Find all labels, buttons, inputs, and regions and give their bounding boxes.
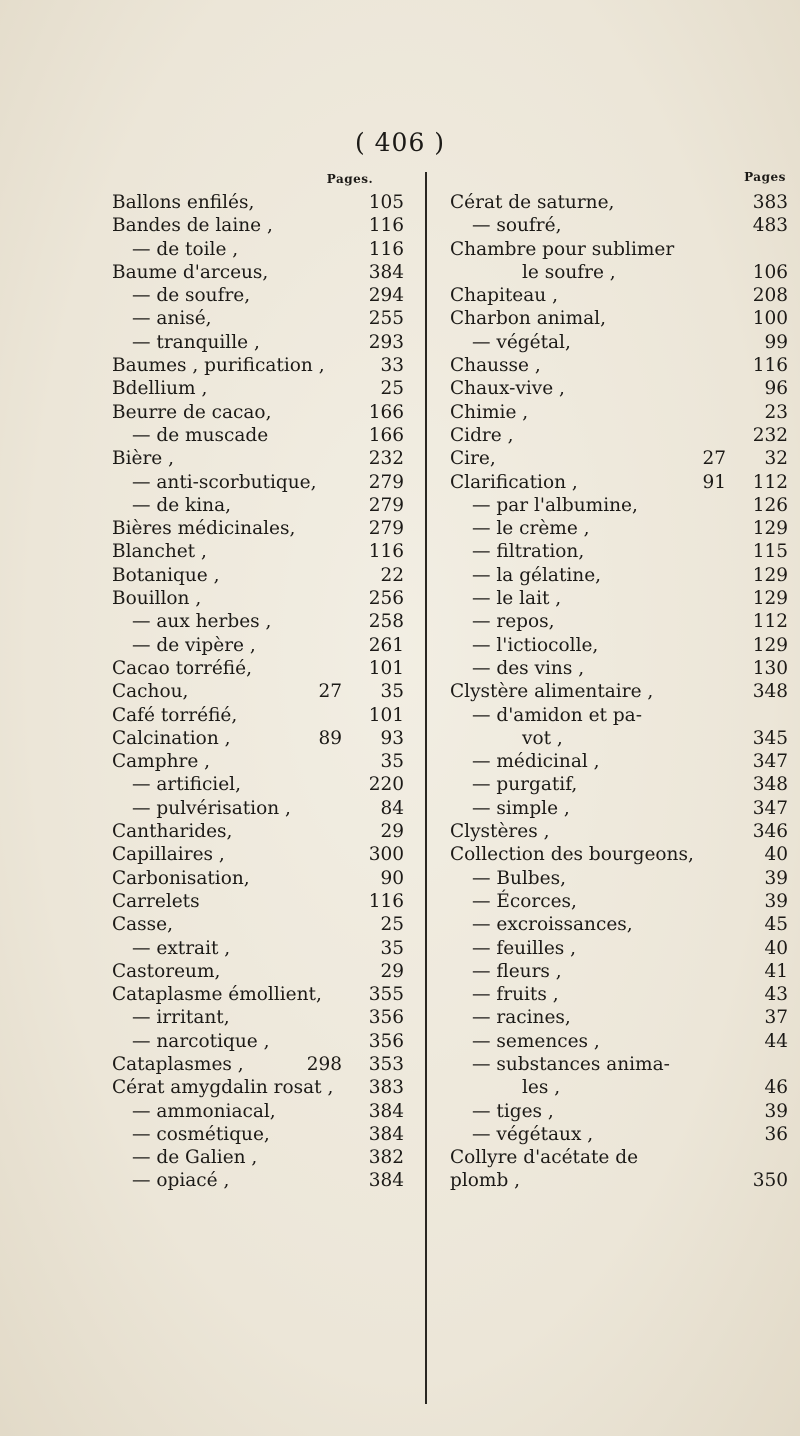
index-entry bbox=[450, 983, 788, 1006]
entry-label: — tiges , bbox=[472, 1100, 554, 1122]
entry-page-number: 129 bbox=[752, 518, 788, 540]
entry-secondary-page: 27 bbox=[318, 681, 342, 703]
entry-secondary-page: 298 bbox=[306, 1053, 342, 1075]
entry-label: — par l'albumine, bbox=[472, 494, 638, 516]
index-entry bbox=[450, 657, 788, 680]
entry-label: Camphre , bbox=[112, 751, 211, 773]
index-entry bbox=[450, 1053, 788, 1076]
entry-page-number: 384 bbox=[368, 1170, 404, 1192]
entry-page-number: 93 bbox=[380, 727, 404, 749]
entry-label: — ammoniacal, bbox=[132, 1100, 276, 1122]
index-entry bbox=[112, 214, 404, 237]
entry-label: — fruits , bbox=[472, 984, 559, 1006]
index-entry bbox=[112, 1146, 404, 1169]
index-entry bbox=[450, 540, 788, 563]
entry-label: — des vins , bbox=[472, 657, 585, 679]
entry-label: Casse, bbox=[112, 914, 174, 936]
index-entry bbox=[112, 517, 404, 540]
index-entry bbox=[112, 587, 404, 610]
entry-page-number: 261 bbox=[368, 634, 404, 656]
entry-page-number: 116 bbox=[368, 215, 404, 237]
index-entry bbox=[450, 494, 788, 517]
entry-page-number: 100 bbox=[752, 308, 788, 330]
entry-page-number: 44 bbox=[764, 1030, 788, 1052]
index-entry bbox=[112, 610, 404, 633]
entry-label: — le crème , bbox=[472, 518, 590, 540]
entry-page-number: 208 bbox=[752, 285, 788, 307]
entry-label: — Écorces, bbox=[472, 890, 577, 912]
entry-page-number: 279 bbox=[368, 518, 404, 540]
entry-label: Bières médicinales, bbox=[112, 518, 296, 540]
entry-label: — de muscade bbox=[132, 424, 269, 446]
index-entry bbox=[112, 657, 404, 680]
entry-page-number: 116 bbox=[368, 541, 404, 563]
entry-label: Collection des bourgeons, bbox=[450, 844, 694, 866]
index-entry bbox=[112, 354, 404, 377]
entry-page-number: 99 bbox=[764, 331, 788, 353]
entry-label: — la gélatine, bbox=[472, 564, 602, 586]
entry-label: Chausse , bbox=[450, 355, 541, 377]
entry-label: — aux herbes , bbox=[132, 611, 272, 633]
entry-page-number: 355 bbox=[368, 984, 404, 1006]
entry-page-number: 129 bbox=[752, 634, 788, 656]
entry-page-number: 384 bbox=[368, 1100, 404, 1122]
index-entry bbox=[112, 564, 404, 587]
entry-page-number: 29 bbox=[380, 821, 404, 843]
index-entry bbox=[112, 424, 404, 447]
entry-label: — cosmétique, bbox=[132, 1123, 270, 1145]
index-entry bbox=[112, 773, 404, 796]
entry-page-number: 382 bbox=[368, 1147, 404, 1169]
entry-page-number: 35 bbox=[380, 751, 404, 773]
entry-label: — soufré, bbox=[472, 215, 562, 237]
entry-label: — feuilles , bbox=[472, 937, 577, 959]
entry-label: — narcotique , bbox=[132, 1030, 270, 1052]
entry-page-number: 46 bbox=[764, 1077, 788, 1099]
entry-page-number: 166 bbox=[368, 401, 404, 423]
entry-label: — de vipère , bbox=[132, 634, 256, 656]
entry-label: — anti-scorbutique, bbox=[132, 471, 317, 493]
entry-label: Ballons enfilés, bbox=[112, 192, 255, 213]
index-entry bbox=[112, 540, 404, 563]
index-entry bbox=[450, 1006, 788, 1029]
index-entry bbox=[112, 401, 404, 424]
entry-page-number: 293 bbox=[368, 331, 404, 353]
entry-label: plomb , bbox=[450, 1170, 521, 1192]
entry-page-number: 220 bbox=[368, 774, 404, 796]
entry-page-number: 40 bbox=[764, 844, 788, 866]
entry-page-number: 101 bbox=[368, 704, 404, 726]
entry-label: Chaux-vive , bbox=[450, 378, 565, 400]
index-entry bbox=[112, 867, 404, 890]
entry-label: — végétal, bbox=[472, 331, 571, 353]
index-entry bbox=[450, 1146, 788, 1169]
entry-page-number: 23 bbox=[764, 401, 788, 423]
entry-label: Bdellium , bbox=[112, 378, 208, 400]
entry-label: Baume d'arceus, bbox=[112, 261, 269, 283]
entry-label: — pulvérisation , bbox=[132, 797, 291, 819]
entry-secondary-page: 91 bbox=[702, 471, 726, 493]
entry-page-number: 112 bbox=[752, 611, 788, 633]
index-entry bbox=[112, 913, 404, 936]
left-column-header: Pages. bbox=[326, 172, 374, 186]
entry-page-number: 256 bbox=[368, 588, 404, 610]
index-entry bbox=[112, 727, 404, 750]
index-entry bbox=[112, 447, 404, 470]
entry-label: Collyre d'acétate de bbox=[450, 1147, 639, 1169]
entry-label: — Bulbes, bbox=[472, 867, 566, 889]
index-entry bbox=[450, 238, 788, 261]
entry-page-number: 300 bbox=[368, 844, 404, 866]
index-entry bbox=[112, 797, 404, 820]
entry-label: Café torréfié, bbox=[112, 704, 238, 726]
entry-label: — d'amidon et pa- bbox=[472, 704, 642, 726]
entry-page-number: 384 bbox=[368, 261, 404, 283]
entry-page-number: 35 bbox=[380, 681, 404, 703]
index-entry bbox=[450, 913, 788, 936]
entry-label: Bière , bbox=[112, 448, 175, 470]
entry-label: Charbon animal, bbox=[450, 308, 606, 330]
entry-label: Chambre pour sublimer bbox=[450, 238, 675, 260]
index-entry bbox=[450, 1169, 788, 1192]
entry-label: Chapiteau , bbox=[450, 285, 558, 307]
index-entry bbox=[450, 1100, 788, 1123]
index-entry bbox=[112, 1053, 404, 1076]
entry-label: — excroissances, bbox=[472, 914, 633, 936]
entry-page-number: 347 bbox=[752, 797, 788, 819]
entry-label: Blanchet , bbox=[112, 541, 207, 563]
index-entry bbox=[450, 610, 788, 633]
index-entry bbox=[112, 634, 404, 657]
index-entry bbox=[450, 1076, 788, 1099]
entry-label: Cire, bbox=[450, 448, 496, 470]
index-entry bbox=[112, 1123, 404, 1146]
entry-label: — extrait , bbox=[132, 937, 231, 959]
entry-page-number: 22 bbox=[380, 564, 404, 586]
index-entry bbox=[112, 750, 404, 773]
index-entry bbox=[112, 983, 404, 1006]
entry-page-number: 116 bbox=[368, 238, 404, 260]
entry-label: — fleurs , bbox=[472, 960, 562, 982]
column-divider bbox=[425, 172, 427, 1404]
entry-page-number: 383 bbox=[752, 192, 788, 213]
entry-label: Cacao torréfié, bbox=[112, 657, 252, 679]
entry-page-number: 356 bbox=[368, 1030, 404, 1052]
index-entry bbox=[450, 843, 788, 866]
entry-page-number: 383 bbox=[368, 1077, 404, 1099]
entry-label: — tranquille , bbox=[132, 331, 260, 353]
entry-page-number: 35 bbox=[380, 937, 404, 959]
entry-page-number: 346 bbox=[752, 821, 788, 843]
index-entry bbox=[112, 820, 404, 843]
index-entry bbox=[450, 1123, 788, 1146]
entry-secondary-page: 27 bbox=[702, 448, 726, 470]
index-entry bbox=[450, 587, 788, 610]
index-entry bbox=[112, 1030, 404, 1053]
index-entry bbox=[450, 797, 788, 820]
entry-label: — filtration, bbox=[472, 541, 585, 563]
right-index-column bbox=[450, 191, 788, 1193]
entry-label: — semences , bbox=[472, 1030, 600, 1052]
entry-page-number: 33 bbox=[380, 355, 404, 377]
entry-label: Cantharides, bbox=[112, 821, 233, 843]
index-entry bbox=[450, 284, 788, 307]
entry-label: vot , bbox=[522, 727, 563, 749]
entry-label: le soufre , bbox=[522, 261, 616, 283]
index-entry bbox=[450, 960, 788, 983]
entry-page-number: 353 bbox=[368, 1053, 404, 1075]
left-index-column bbox=[112, 191, 404, 1193]
entry-label: — de soufre, bbox=[132, 285, 251, 307]
entry-page-number: 40 bbox=[764, 937, 788, 959]
entry-page-number: 294 bbox=[368, 285, 404, 307]
index-entry bbox=[450, 377, 788, 400]
entry-page-number: 41 bbox=[764, 960, 788, 982]
index-entry bbox=[450, 727, 788, 750]
index-entry bbox=[112, 843, 404, 866]
index-entry bbox=[450, 447, 788, 470]
entry-page-number: 39 bbox=[764, 867, 788, 889]
index-entry bbox=[450, 634, 788, 657]
entry-page-number: 25 bbox=[380, 378, 404, 400]
index-entry bbox=[112, 377, 404, 400]
entry-label: Bouillon , bbox=[112, 588, 202, 610]
entry-secondary-page: 89 bbox=[318, 727, 342, 749]
index-entry bbox=[450, 773, 788, 796]
entry-page-number: 129 bbox=[752, 564, 788, 586]
entry-label: — irritant, bbox=[132, 1007, 230, 1029]
entry-page-number: 483 bbox=[752, 215, 788, 237]
index-entry bbox=[450, 867, 788, 890]
entry-label: — repos, bbox=[472, 611, 555, 633]
entry-page-number: 105 bbox=[368, 192, 404, 213]
entry-label: Baumes , purification , bbox=[112, 355, 325, 377]
index-entry bbox=[112, 307, 404, 330]
entry-label: Clarification , bbox=[450, 471, 578, 493]
entry-label: — l'ictiocolle, bbox=[472, 634, 599, 656]
index-entry bbox=[112, 1169, 404, 1192]
page-number: ( 406 ) bbox=[354, 128, 446, 157]
entry-label: Beurre de cacao, bbox=[112, 401, 272, 423]
index-entry bbox=[112, 191, 404, 214]
entry-label: Carbonisation, bbox=[112, 867, 250, 889]
entry-label: Clystère alimentaire , bbox=[450, 681, 654, 703]
index-entry bbox=[450, 401, 788, 424]
index-entry bbox=[112, 1076, 404, 1099]
entry-label: Clystères , bbox=[450, 821, 550, 843]
index-entry bbox=[112, 331, 404, 354]
index-entry bbox=[112, 1100, 404, 1123]
index-entry bbox=[450, 680, 788, 703]
index-entry bbox=[112, 937, 404, 960]
index-entry bbox=[450, 214, 788, 237]
entry-label: — le lait , bbox=[472, 588, 562, 610]
entry-label: les , bbox=[522, 1077, 561, 1099]
entry-page-number: 279 bbox=[368, 471, 404, 493]
entry-label: Cérat amygdalin rosat , bbox=[112, 1077, 334, 1099]
entry-page-number: 232 bbox=[368, 448, 404, 470]
index-entry bbox=[450, 261, 788, 284]
index-entry bbox=[112, 890, 404, 913]
entry-page-number: 347 bbox=[752, 751, 788, 773]
entry-page-number: 130 bbox=[752, 657, 788, 679]
entry-page-number: 43 bbox=[764, 984, 788, 1006]
entry-page-number: 345 bbox=[752, 727, 788, 749]
entry-page-number: 32 bbox=[764, 448, 788, 470]
entry-page-number: 232 bbox=[752, 424, 788, 446]
entry-label: Botanique , bbox=[112, 564, 220, 586]
index-entry bbox=[450, 471, 788, 494]
entry-page-number: 84 bbox=[380, 797, 404, 819]
entry-page-number: 348 bbox=[752, 681, 788, 703]
index-entry bbox=[112, 960, 404, 983]
index-entry bbox=[112, 704, 404, 727]
entry-label: — de toile , bbox=[132, 238, 239, 260]
entry-page-number: 29 bbox=[380, 960, 404, 982]
entry-page-number: 129 bbox=[752, 588, 788, 610]
index-entry bbox=[112, 680, 404, 703]
index-entry bbox=[112, 471, 404, 494]
index-entry bbox=[112, 261, 404, 284]
entry-page-number: 348 bbox=[752, 774, 788, 796]
entry-label: Cachou, bbox=[112, 681, 189, 703]
entry-page-number: 36 bbox=[764, 1123, 788, 1145]
entry-label: Cataplasmes , bbox=[112, 1053, 244, 1075]
entry-page-number: 279 bbox=[368, 494, 404, 516]
index-entry bbox=[450, 331, 788, 354]
entry-page-number: 258 bbox=[368, 611, 404, 633]
entry-label: — artificiel, bbox=[132, 774, 241, 796]
entry-page-number: 39 bbox=[764, 1100, 788, 1122]
entry-page-number: 96 bbox=[764, 378, 788, 400]
index-entry bbox=[450, 354, 788, 377]
entry-label: — anisé, bbox=[132, 308, 212, 330]
right-column-header: Pages bbox=[744, 170, 786, 184]
index-entry bbox=[112, 238, 404, 261]
index-entry bbox=[450, 937, 788, 960]
entry-page-number: 106 bbox=[752, 261, 788, 283]
entry-page-number: 101 bbox=[368, 657, 404, 679]
entry-label: — médicinal , bbox=[472, 751, 600, 773]
entry-label: — purgatif, bbox=[472, 774, 578, 796]
entry-page-number: 255 bbox=[368, 308, 404, 330]
index-entry bbox=[450, 564, 788, 587]
index-entry bbox=[450, 191, 788, 214]
entry-page-number: 116 bbox=[368, 890, 404, 912]
entry-label: Capillaires , bbox=[112, 844, 225, 866]
entry-page-number: 45 bbox=[764, 914, 788, 936]
entry-label: — simple , bbox=[472, 797, 570, 819]
entry-label: Cérat de saturne, bbox=[450, 192, 615, 213]
entry-page-number: 37 bbox=[764, 1007, 788, 1029]
entry-label: — racines, bbox=[472, 1007, 571, 1029]
index-entry bbox=[112, 284, 404, 307]
entry-label: — substances anima- bbox=[472, 1053, 670, 1075]
index-entry bbox=[112, 494, 404, 517]
index-entry bbox=[450, 517, 788, 540]
entry-page-number: 25 bbox=[380, 914, 404, 936]
entry-page-number: 356 bbox=[368, 1007, 404, 1029]
entry-label: Bandes de laine , bbox=[112, 215, 273, 237]
entry-page-number: 90 bbox=[380, 867, 404, 889]
entry-label: — végétaux , bbox=[472, 1123, 594, 1145]
index-entry bbox=[112, 1006, 404, 1029]
index-entry bbox=[450, 307, 788, 330]
entry-label: Cataplasme émollient, bbox=[112, 984, 322, 1006]
entry-label: — de Galien , bbox=[132, 1147, 258, 1169]
entry-label: Chimie , bbox=[450, 401, 529, 423]
entry-label: Calcination , bbox=[112, 727, 231, 749]
index-entry bbox=[450, 704, 788, 727]
entry-page-number: 115 bbox=[752, 541, 788, 563]
entry-page-number: 39 bbox=[764, 890, 788, 912]
entry-label: — opiacé , bbox=[132, 1170, 230, 1192]
index-entry bbox=[450, 424, 788, 447]
index-entry bbox=[450, 890, 788, 913]
index-entry bbox=[450, 750, 788, 773]
entry-page-number: 126 bbox=[752, 494, 788, 516]
entry-page-number: 112 bbox=[752, 471, 788, 493]
entry-page-number: 350 bbox=[752, 1170, 788, 1192]
entry-label: — de kina, bbox=[132, 494, 232, 516]
index-entry bbox=[450, 1030, 788, 1053]
entry-page-number: 116 bbox=[752, 355, 788, 377]
entry-page-number: 166 bbox=[368, 424, 404, 446]
entry-label: Cidre , bbox=[450, 424, 514, 446]
entry-page-number: 384 bbox=[368, 1123, 404, 1145]
entry-label: Castoreum, bbox=[112, 960, 221, 982]
index-entry bbox=[450, 820, 788, 843]
entry-label: Carrelets bbox=[112, 890, 200, 912]
